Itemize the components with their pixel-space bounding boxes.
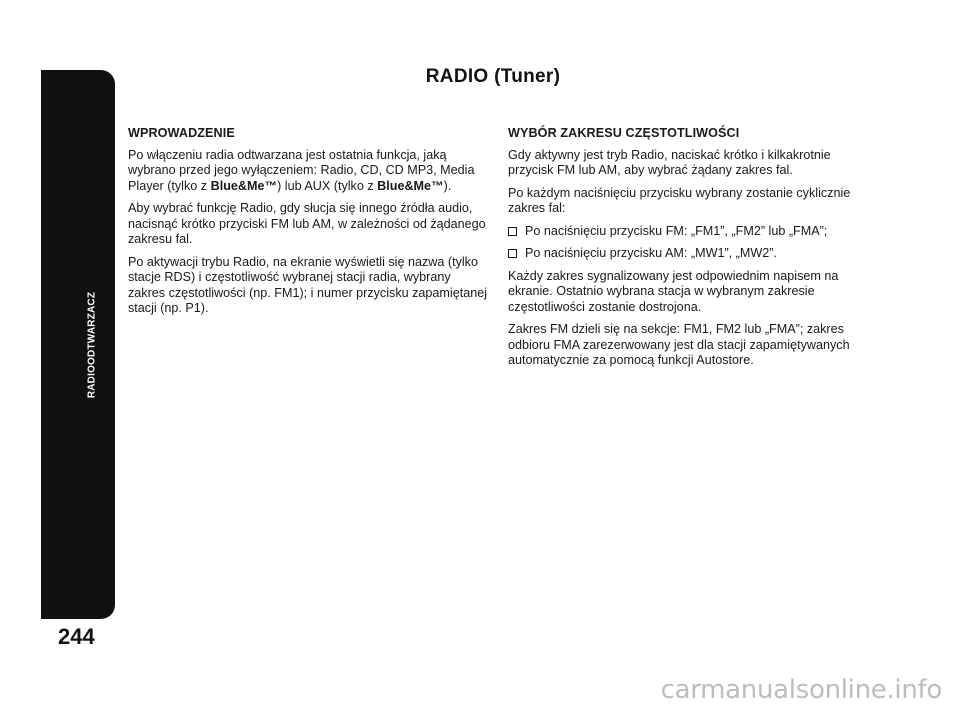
paragraph-band-1: Gdy aktywny jest tryb Radio, naciskać krótko i kilkakrotnie przycisk FM lub AM, aby wybrać żądany zakres fal. [508,147,831,177]
list-item [508,246,868,262]
page-title: RADIO (Tuner) [425,66,561,87]
watermark: carmanualsonline.info [660,675,942,705]
left-column [128,126,488,324]
side-tab [41,70,115,619]
paragraph-intro-1 [128,148,488,195]
brand-text: Blue&Me™ [210,178,278,193]
section-heading-introduction: WPROWADZENIE [128,126,235,140]
brand-text: Blue&Me™ [377,178,444,193]
paragraph-band-3: Każdy zakres sygnalizowany jest odpowiednim napisem na ekranie. Ostatnio wybrana stacja w wybranym zakresie częstotliwości zostanie dostrojona. [508,268,839,314]
text-fragment: Po włączeniu radia odtwarzana jest ostatnia funkcja, jaką wybrano przed jego wyłączeniem: Radio, CD, CD MP3, Media Player (tylko z [128,147,475,193]
list-item-text: Po naciśnięciu przycisku AM: „MW1”, „MW2”. [525,246,777,260]
checkbox-bullet-icon [508,227,517,236]
text-fragment: ) lub AUX (tylko z [277,178,378,193]
text-fragment: ). [443,178,452,193]
page-number: 244 [58,624,95,649]
section-heading-band-selection: WYBÓR ZAKRESU CZĘSTOTLIWOŚCI [508,126,740,140]
section-side-label: RADIOODTWARZACZ [86,291,98,399]
checkbox-bullet-icon [508,249,517,258]
right-column [508,126,868,376]
paragraph-band-2: Po każdym naciśnięciu przycisku wybrany zostanie cyklicznie zakres fal: [508,185,851,215]
paragraph-intro-2: Aby wybrać funkcję Radio, gdy słucja się innego źródła audio, nacisnąć krótko przyciski FM lub AM, w zależności od żądanego zakresu fal. [128,201,486,246]
paragraph-intro-3: Po aktywacji trybu Radio, na ekranie wyświetli się nazwa (tylko stacje RDS) i częstotliwość wybranej stacji radia, wybrany zakres częstotliwości (np. FM1); i numer przycisku zapamiętanej stacji (np. P1). [128,254,488,315]
paragraph-band-4: Zakres FM dzieli się na sekcje: FM1, FM2 lub „FMA”; zakres odbioru FMA zarezerwowany jest dla stacji zapamiętywanych automatycznie za pomocą funkcji Autostore. [508,322,850,367]
list-item [508,224,868,240]
list-item-text: Po naciśnięciu przycisku FM: „FM1”, „FM2” lub „FMA”; [525,223,828,238]
